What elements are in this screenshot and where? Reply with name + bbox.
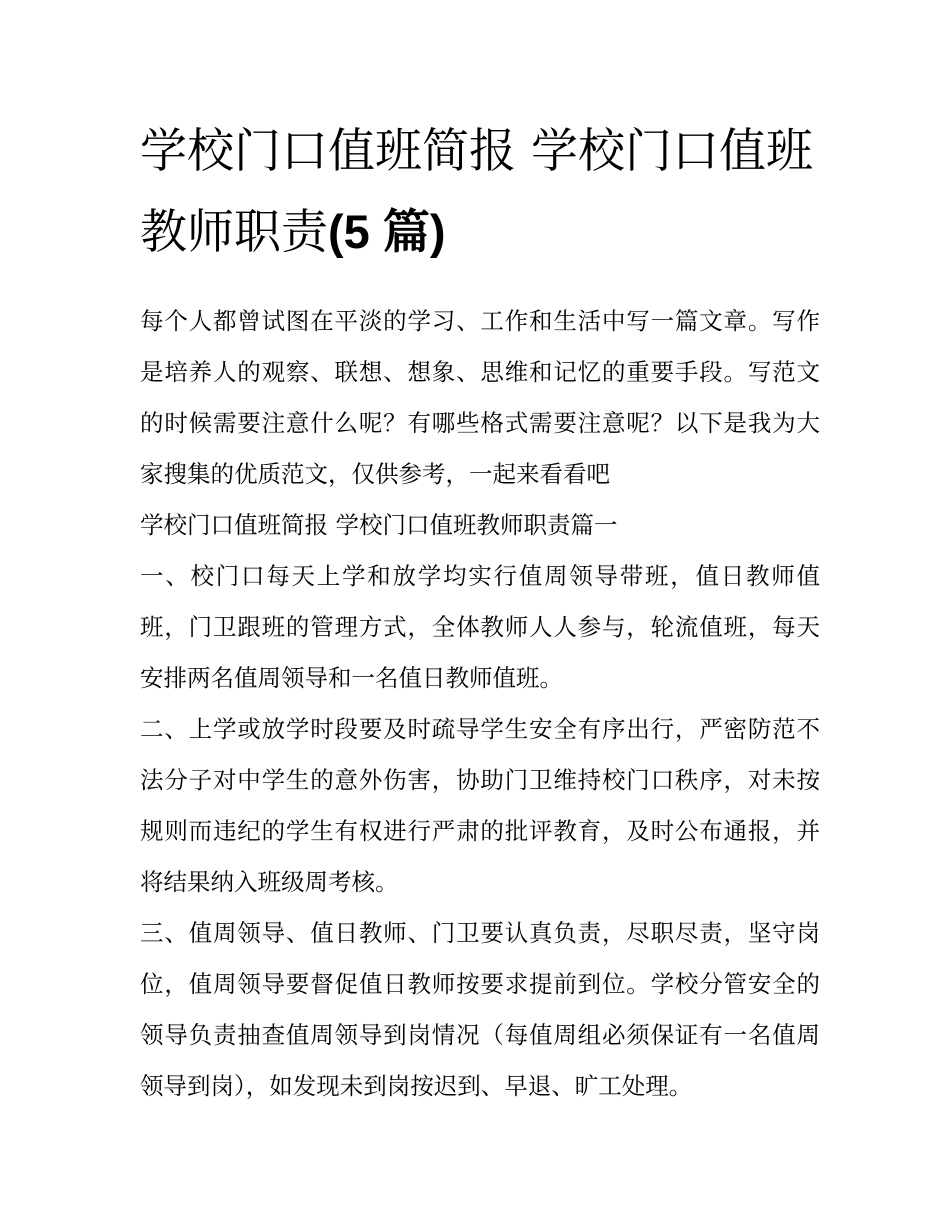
intro-paragraph: 每个人都曾试图在平淡的学习、工作和生活中写一篇文章。写作是培养人的观察、联想、想象、思维和记忆的重要手段。写范文的时候需要注意什么呢？有哪些格式需要注意呢？以下是我为大家搜集的优质范文，仅供参考，一起来看看吧: [140, 307, 820, 488]
section-heading: 学校门口值班简报 学校门口值班教师职责篇一: [140, 511, 618, 539]
document-title: [140, 112, 820, 273]
duty-item-3: 三、值周领导、值日教师、门卫要认真负责，尽职尽责，坚守岗位，值周领导要督促值日教师按要求提前到位。学校分管安全的领导负责抽查值周领导到岗情况（每值周组必须保证有一名值周领导到岗），如发现未到岗按迟到、早退、旷工处理。: [140, 919, 820, 1100]
duty-item-2: 二、上学或放学时段要及时疏导学生安全有序出行，严密防范不法分子对中学生的意外伤害，协助门卫维持校门口秩序，对未按规则而违纪的学生有权进行严肃的批评教育，及时公布通报，并将结果纳入班级周考核。: [140, 715, 820, 896]
duty-item-1: 一、校门口每天上学和放学均实行值周领导带班，值日教师值班，门卫跟班的管理方式，全体教师人人参与，轮流值班，每天安排两名值周领导和一名值日教师值班。: [140, 562, 820, 692]
title-text: 学校门口值班简报 学校门口值班教师职责: [140, 124, 813, 260]
title-count: (5 篇): [328, 205, 446, 258]
document-body: [140, 296, 820, 1112]
document-page: [140, 112, 820, 1112]
